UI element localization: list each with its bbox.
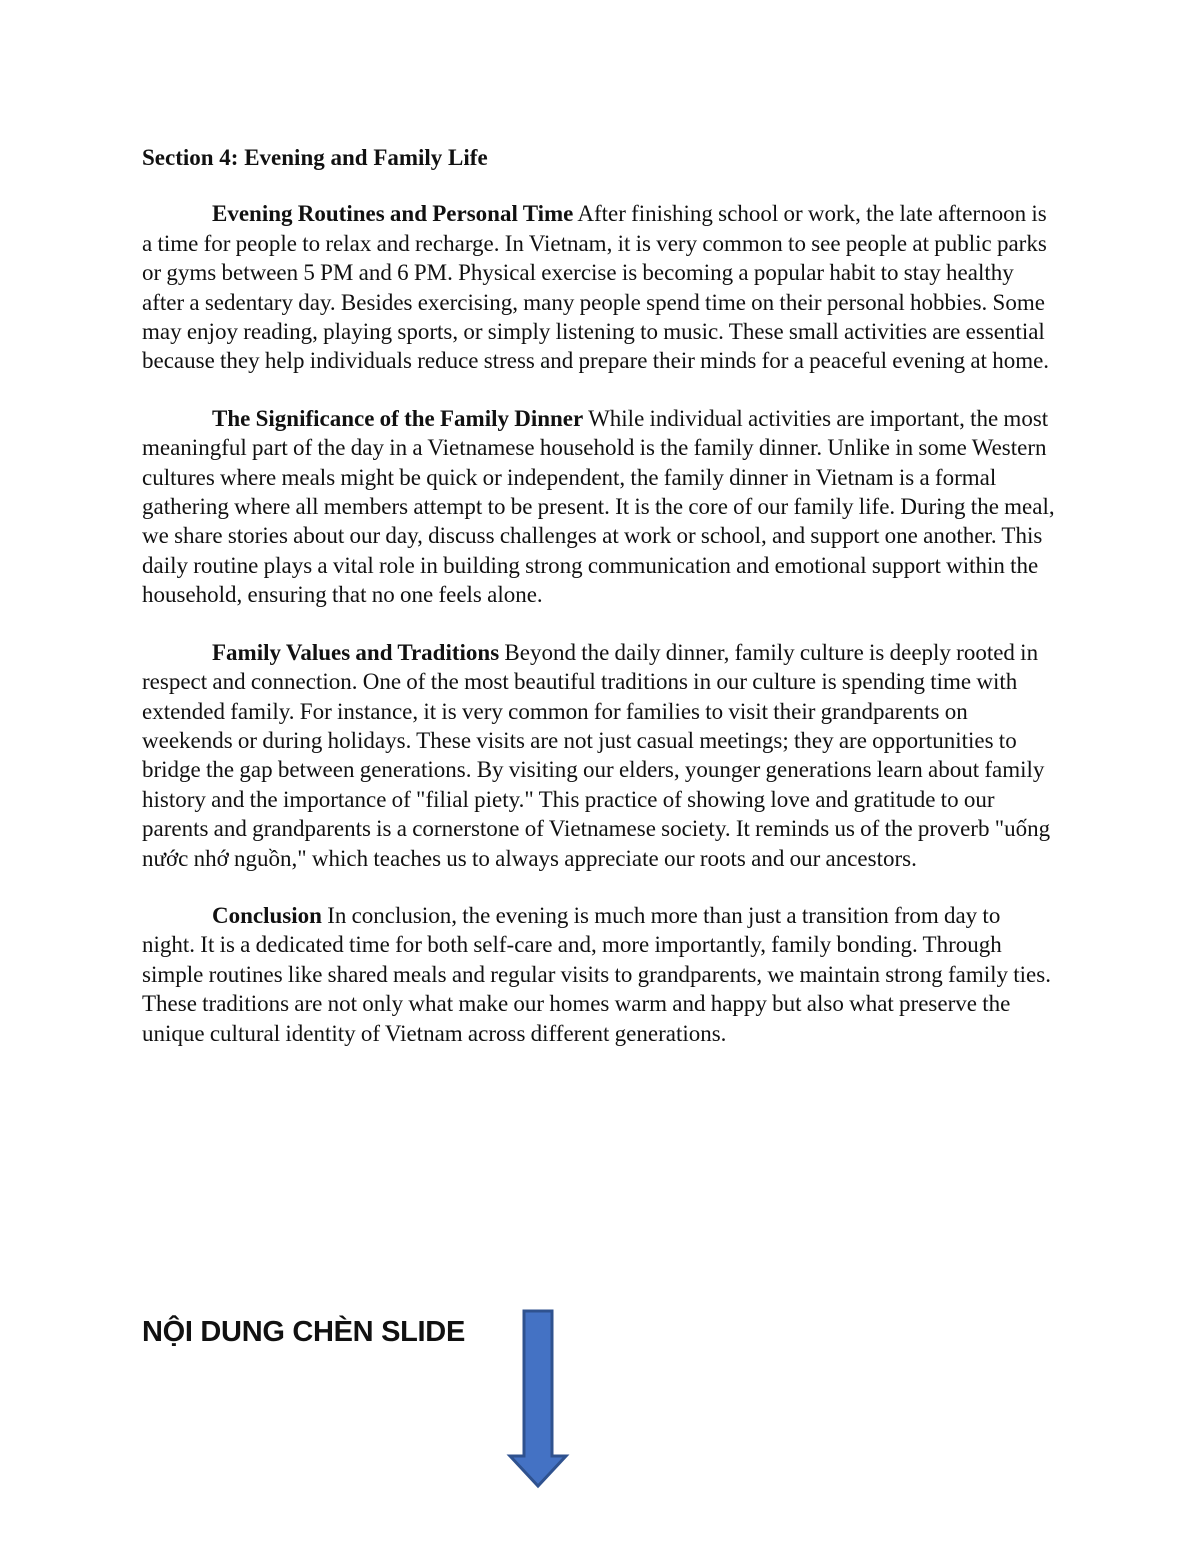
paragraph-family-values: [142, 638, 1057, 873]
document-body: [142, 143, 1057, 1076]
section-title: Section 4: Evening and Family Life: [142, 145, 488, 170]
paragraph-family-dinner: [142, 404, 1057, 610]
arrow-shape: [510, 1311, 566, 1486]
paragraph-heading: Conclusion: [212, 902, 322, 928]
slide-content-label: NỘI DUNG CHÈN SLIDE: [142, 1316, 465, 1348]
paragraph-body: While individual activities are important, the most meaningful part of the day in a Vietnamese household is the family dinner. Unlike in some Western cultures where meals might be quick or independent, the family dinner in Vietnam is a formal gathering where all members attempt to be present. It is the core of our family life. During the meal, we share stories about our day, discuss challenges at work or school, and support one another. This daily routine plays a vital role in building strong communication and emotional support within the household, ensuring that no one feels alone.: [142, 405, 1055, 608]
paragraph-conclusion: [142, 901, 1057, 1048]
paragraph-heading: Family Values and Traditions: [212, 639, 500, 665]
paragraph-body: After finishing school or work, the late afternoon is a time for people to relax and recharge. In Vietnam, it is very common to see people at public parks or gyms between 5 PM and 6 PM. Physical exercise is becoming a popular habit to stay healthy after a sedentary day. Besides exercising, many people spend time on their personal hobbies. Some may enjoy reading, playing sports, or simply listening to music. These small activities are essential because they help individuals reduce stress and prepare their minds for a peaceful evening at home.: [142, 201, 1050, 374]
paragraph-body: Beyond the daily dinner, family culture is deeply rooted in respect and connection. One of the most beautiful traditions in our culture is spending time with extended family. For instance, it is very common for families to visit their grandparents on weekends or during holidays. These visits are not just casual meetings; they are opportunities to bridge the gap between generations. By visiting our elders, younger generations learn about family history and the importance of "filial piety." This practice of showing love and gratitude to our parents and grandparents is a cornerstone of Vietnamese society. It reminds us of the proverb "uống nước nhớ nguồn," which teaches us to always appreciate our roots and our ancestors.: [142, 639, 1051, 871]
paragraph-body: In conclusion, the evening is much more than just a transition from day to night. It is a dedicated time for both self-care and, more importantly, family bonding. Through simple routines like shared meals and regular visits to grandparents, we maintain strong family ties. These traditions are not only what make our homes warm and happy but also what preserve the unique cultural identity of Vietnam across different generations.: [142, 902, 1051, 1046]
paragraph-heading: The Significance of the Family Dinner: [212, 405, 584, 431]
paragraph-heading: Evening Routines and Personal Time: [212, 201, 574, 227]
arrow-down-icon: [506, 1308, 570, 1490]
paragraph-evening-routines: [142, 199, 1057, 375]
